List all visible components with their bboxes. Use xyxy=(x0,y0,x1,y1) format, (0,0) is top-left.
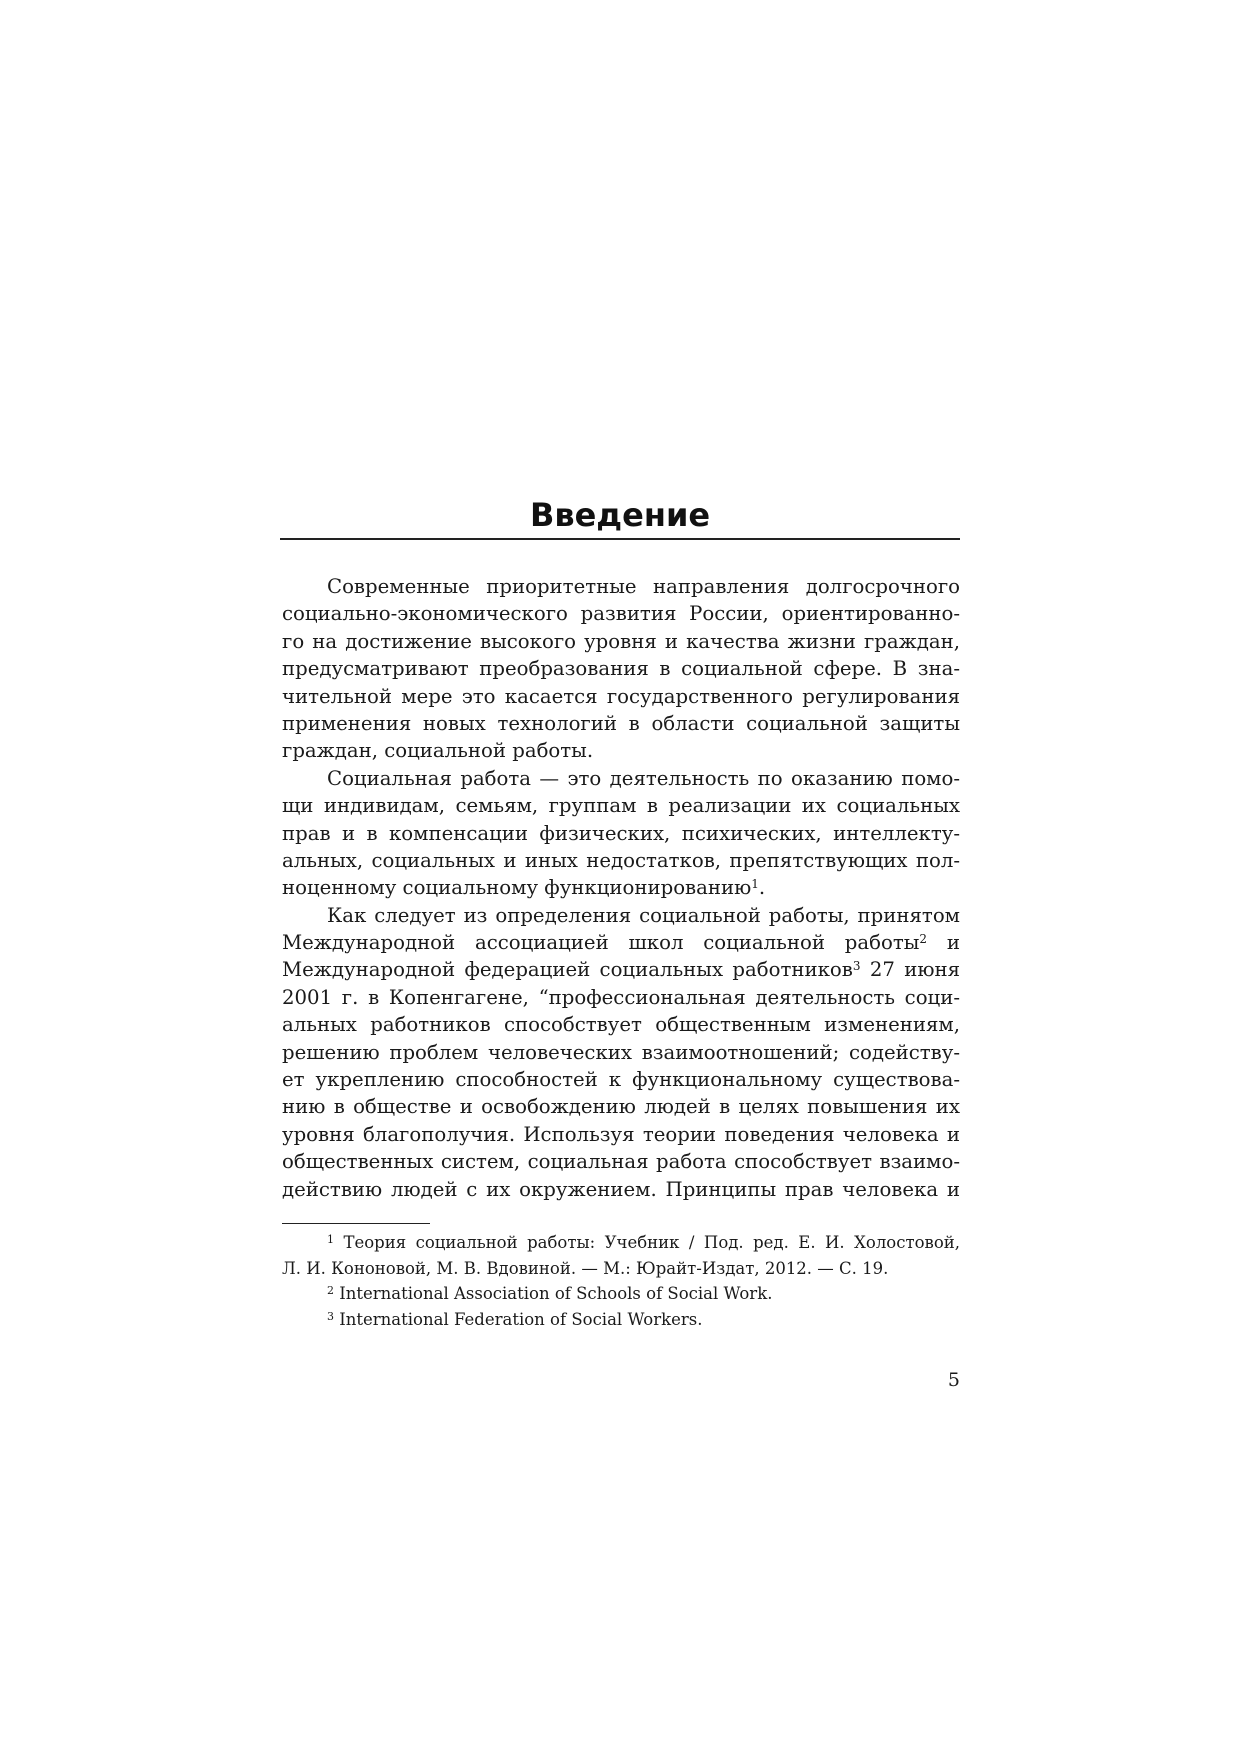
body-line: социально-экономического развития России, ориентированно- xyxy=(282,602,960,626)
footnote-text: International Federation of Social Workers. xyxy=(339,1309,703,1329)
footnote-mark: 3 xyxy=(327,1309,334,1323)
line-tail: 27 июня xyxy=(860,958,961,982)
line-text: Международной федерацией социальных работников xyxy=(282,958,853,982)
body-line: Социальная работа — это деятельность по оказанию помо- xyxy=(327,766,960,790)
footnotes xyxy=(282,1230,960,1332)
body-line: прав и в компенсации физических, психических, интеллекту- xyxy=(282,821,960,845)
footnote-2 xyxy=(282,1281,960,1307)
body-line: уровня благополучия. Используя теории поведения человека и xyxy=(282,1122,960,1146)
body-line: альных работников способствует общественным изменениям, xyxy=(282,1013,960,1037)
footnote-mark: 2 xyxy=(327,1284,334,1297)
body-line: 2001 г. в Копенгагене, “профессиональная деятельность соци- xyxy=(282,985,960,1009)
page-number: 5 xyxy=(947,1369,960,1391)
line-tail: . xyxy=(758,876,766,900)
body-line: решению проблем человеческих взаимоотношений; содейству- xyxy=(282,1040,960,1064)
line-text: Международной ассоциацией школ социальной работы xyxy=(282,931,920,955)
footnote-ref-2[interactable]: 2 xyxy=(919,932,928,947)
line-text: ноценному социальному функционированию xyxy=(282,876,752,900)
body-line: граждан, социальной работы. xyxy=(282,739,594,763)
body-line: ет укреплению способностей к функциональному существова- xyxy=(282,1068,960,1092)
body-line: действию людей с их окружением. Принципы прав человека и xyxy=(282,1177,960,1201)
body-text xyxy=(282,573,960,1203)
body-line: Как следует из определения социальной работы, принятом xyxy=(327,903,960,927)
footnote-separator xyxy=(282,1223,430,1224)
body-line: применения новых технологий в области социальной защиты xyxy=(282,711,960,735)
body-line: общественных систем, социальная работа способствует взаимо- xyxy=(282,1150,960,1174)
heading-rule xyxy=(280,538,960,540)
footnote-text: International Association of Schools of Social Work. xyxy=(339,1284,773,1303)
footnote-1 xyxy=(282,1230,960,1256)
body-line xyxy=(282,929,960,956)
body-line: предусматривают преобразования в социальной сфере. В зна- xyxy=(282,657,960,681)
chapter-heading: Введение xyxy=(529,496,711,534)
body-line: нию в обществе и освобождению людей в целях повышения их xyxy=(282,1095,960,1119)
footnote-1-cont: Л. И. Кононовой, М. В. Вдовиной. — М.: Юрайт-Издат, 2012. — С. 19. xyxy=(282,1258,889,1278)
body-line xyxy=(282,874,960,901)
footnote-mark: 1 xyxy=(327,1233,334,1246)
body-line: альных, социальных и иных недостатков, препятствующих пол- xyxy=(282,848,960,872)
body-line: чительной мере это касается государственного регулирования xyxy=(282,684,960,708)
body-line: щи индивидам, семьям, группам в реализации их социальных xyxy=(282,794,960,818)
footnote-ref-1[interactable]: 1 xyxy=(751,877,759,892)
body-line xyxy=(282,956,960,983)
footnote-ref-3[interactable]: 3 xyxy=(852,959,861,974)
body-line: Современные приоритетные направления долгосрочного xyxy=(327,575,960,598)
line-tail: и xyxy=(927,931,960,955)
body-line: го на достижение высокого уровня и качества жизни граждан, xyxy=(282,629,960,653)
footnote-text: Теория социальной работы: Учебник / Под. ред. Е. И. Холостовой, xyxy=(343,1233,961,1252)
footnote-3 xyxy=(282,1307,960,1333)
